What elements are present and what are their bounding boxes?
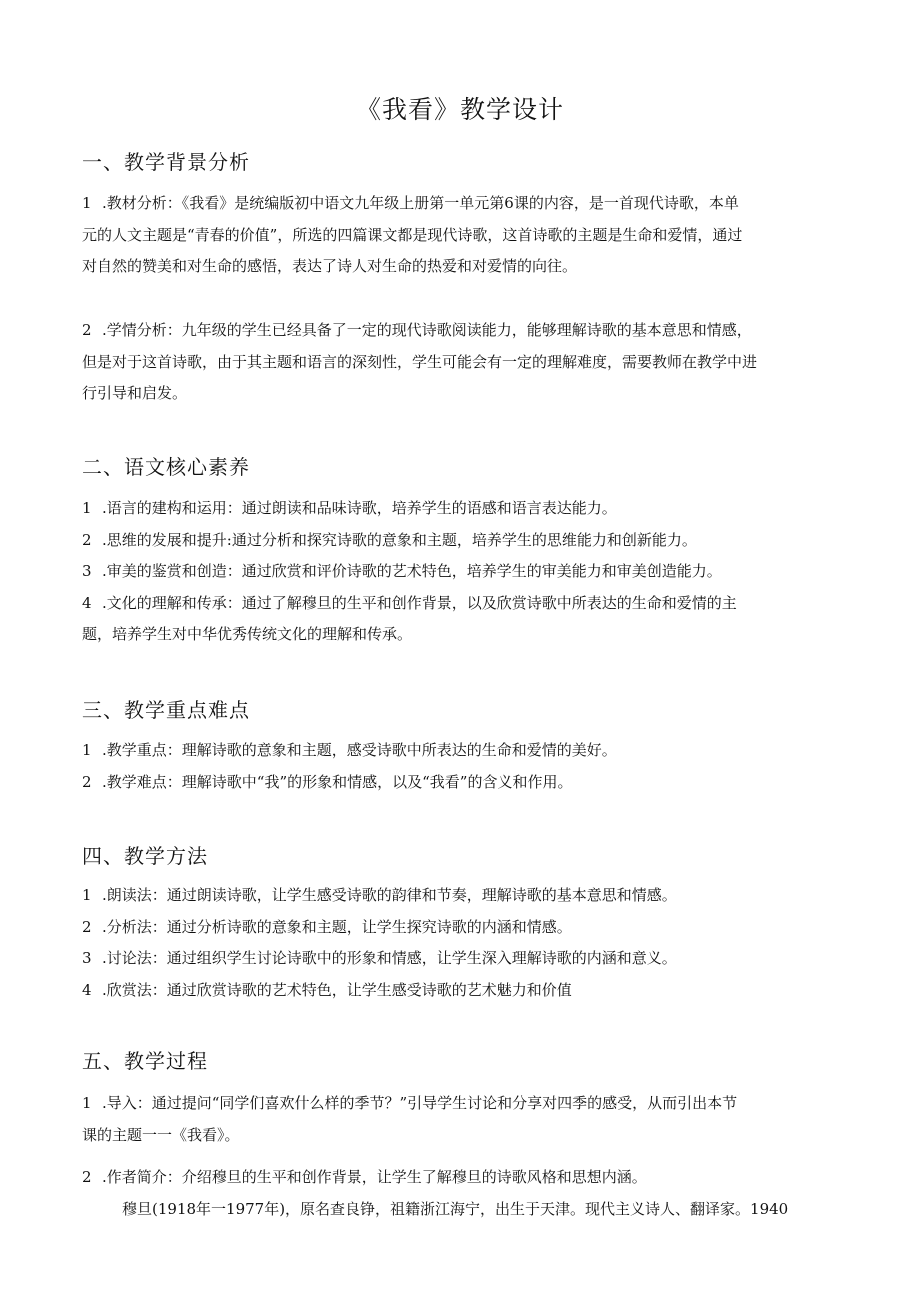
list-item: 4 .欣赏法：通过欣赏诗歌的艺术特色，让学生感受诗歌的艺术魅力和价值 — [82, 980, 572, 999]
paragraph-author — [82, 1162, 842, 1225]
section-heading-background: 一、教学背景分析 — [82, 150, 250, 174]
text-line: 行引导和启发。 — [82, 384, 188, 402]
section-heading-process: 五、教学过程 — [82, 1049, 208, 1073]
list-core-literacy — [82, 493, 842, 651]
text-line: 课的主题一一《我看》。 — [82, 1125, 240, 1144]
paragraph-student-analysis — [82, 315, 842, 410]
list-item: 3 .讨论法：通过组织学生讨论诗歌中的形象和情感，让学生深入理解诗歌的内涵和意义。 — [82, 949, 677, 967]
paragraph-introduction — [82, 1088, 842, 1151]
text-line: 1 .导入：通过提问“同学们喜欢什么样的季节？”引导学生讨论和分享对四季的感受，从而引出本节 — [82, 1094, 738, 1112]
text-line: 但是对于这首诗歌，由于其主题和语言的深刻性，学生可能会有一定的理解难度，需要教师在教学中进 — [82, 352, 758, 371]
list-item: 1 .教学重点：理解诗歌的意象和主题，感受诗歌中所表达的生命和爱情的美好。 — [82, 741, 617, 759]
page-title: 《我看》教学设计 — [355, 95, 564, 124]
list-item: 4 .文化的理解和传承：通过了解穆旦的生平和创作背景，以及欣赏诗歌中所表达的生命和爱情的主 — [82, 593, 737, 612]
bio-text-line: 穆旦(1918年一1977年)，原名查良铮，祖籍浙江海宁，出生于天津。现代主义诗人、翻译家。1940 — [122, 1199, 789, 1218]
list-item: 2 .分析法：通过分析诗歌的意象和主题，让学生探究诗歌的内涵和情感。 — [82, 917, 572, 936]
text-line: 对自然的赞美和对生命的感悟，表达了诗人对生命的热爱和对爱情的向往。 — [82, 257, 578, 275]
item-number: 2 — [82, 321, 92, 339]
section-heading-methods: 四、教学方法 — [82, 844, 208, 868]
paragraph-textbook-analysis — [82, 188, 842, 283]
text-line: 元的人文主题是“青春的价值”，所选的四篇课文都是现代诗歌，这首诗歌的主题是生命和爱情，通过 — [82, 225, 743, 244]
text-line: 1 .教材分析：《我看》是统编版初中语文九年级上册第一单元第6课的内容，是一首现代诗歌，本单 — [82, 188, 842, 220]
list-methods — [82, 880, 842, 1006]
text-line: 题，培养学生对中华优秀传统文化的理解和传承。 — [82, 625, 413, 643]
item-number: 1 — [82, 194, 92, 212]
list-item: 1 .朗读法：通过朗读诗歌，让学生感受诗歌的韵律和节奏，理解诗歌的基本意思和情感。 — [82, 886, 677, 904]
list-item: 3 .审美的鉴赏和创造：通过欣赏和评价诗歌的艺术特色，培养学生的审美能力和审美创造能力。 — [82, 562, 722, 580]
list-item: 2 .思维的发展和提升:通过分析和探究诗歌的意象和主题，培养学生的思维能力和创新能力。 — [82, 530, 697, 549]
list-item: 1 .语言的建构和运用：通过朗读和品味诗歌，培养学生的语感和语言表达能力。 — [82, 499, 617, 517]
list-key-points — [82, 735, 842, 798]
text-line: 2 .学情分析：九年级的学生已经具备了一定的现代诗歌阅读能力，能够理解诗歌的基本意思和情感， — [82, 315, 842, 347]
section-heading-core-literacy: 二、语文核心素养 — [82, 455, 250, 479]
text-line: 2 .作者简介：介绍穆旦的生平和创作背景，让学生了解穆旦的诗歌风格和思想内涵。 — [82, 1168, 647, 1186]
section-heading-key-points: 三、教学重点难点 — [82, 698, 250, 722]
list-item: 2 .教学难点：理解诗歌中“我”的形象和情感，以及“我看”的含义和作用。 — [82, 772, 573, 791]
